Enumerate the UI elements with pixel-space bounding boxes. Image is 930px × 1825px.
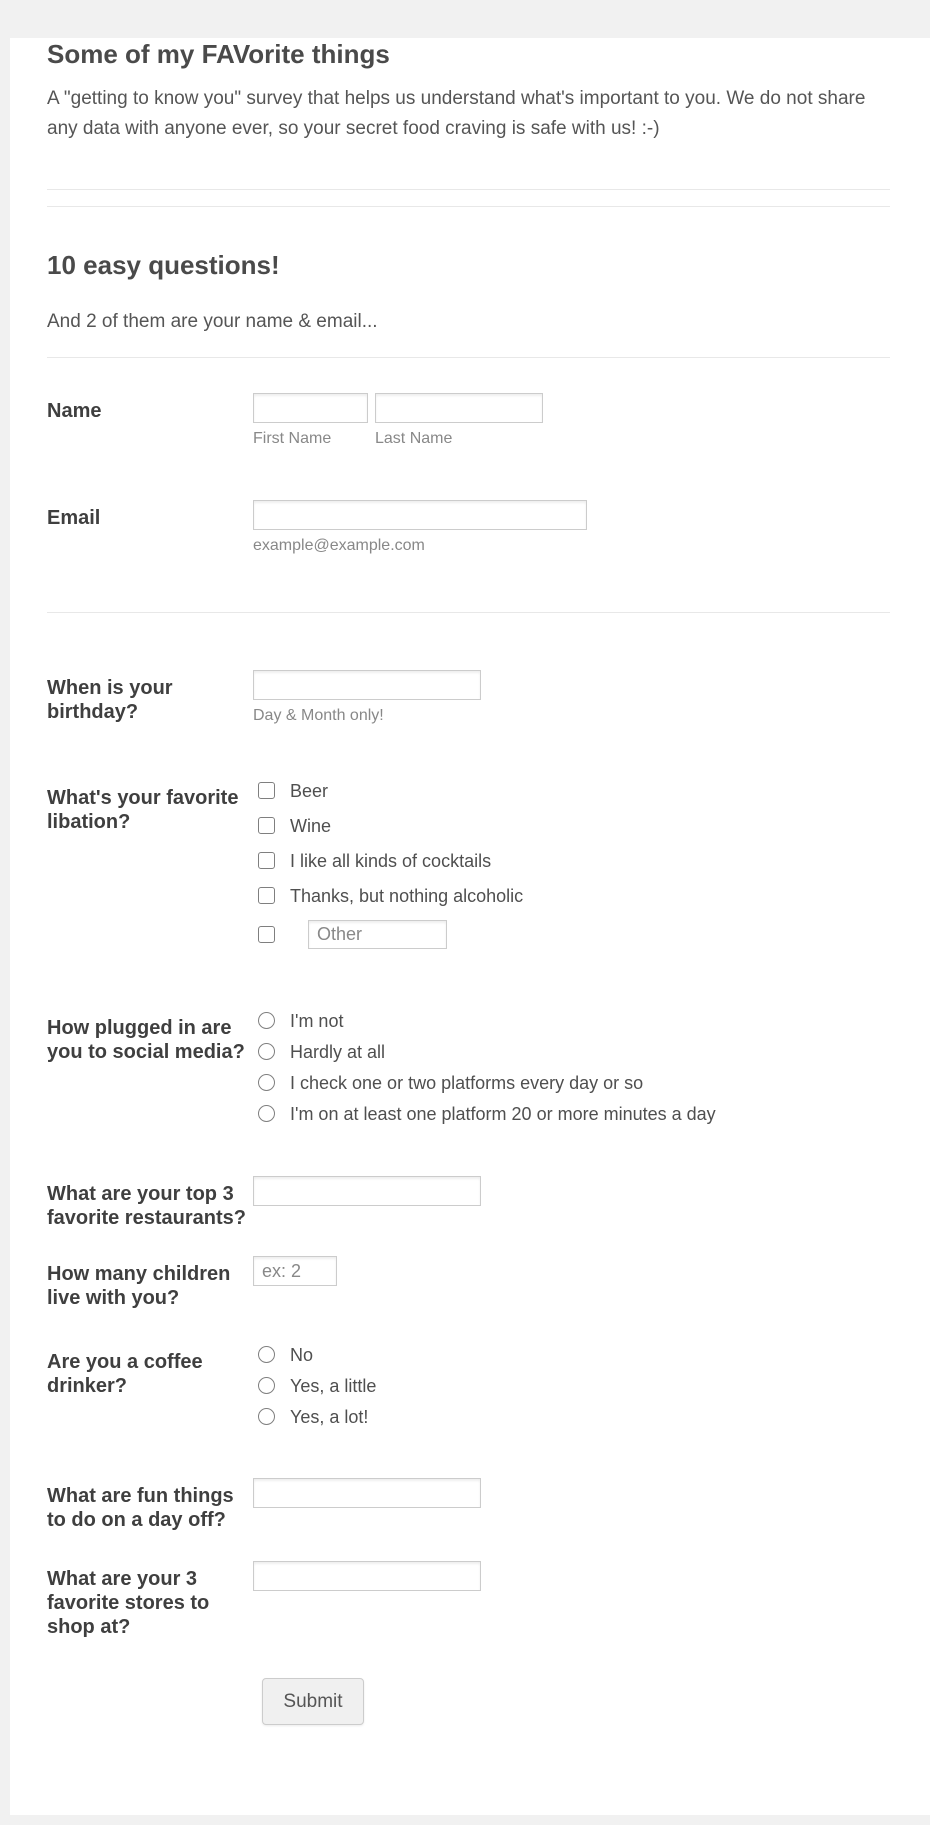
social-option-hardly[interactable] xyxy=(253,1041,890,1063)
option-label: Thanks, but nothing alcoholic xyxy=(290,886,524,906)
question-restaurants xyxy=(47,1176,890,1230)
question-libation xyxy=(47,780,890,949)
section-heading: 10 easy questions! xyxy=(47,250,280,280)
first-name-sublabel: First Name xyxy=(253,430,332,447)
submit-row xyxy=(47,1678,890,1725)
divider xyxy=(47,189,890,190)
question-stores xyxy=(47,1561,890,1639)
checkbox-icon[interactable] xyxy=(258,926,275,943)
email-input[interactable] xyxy=(253,500,587,530)
option-label: Wine xyxy=(290,816,332,836)
question-email xyxy=(47,500,890,555)
radio-icon[interactable] xyxy=(258,1377,275,1394)
social-option-20-minutes[interactable] xyxy=(253,1103,890,1125)
radio-icon[interactable] xyxy=(258,1074,275,1091)
question-coffee xyxy=(47,1344,890,1428)
restaurants-label: What are your top 3 favorite restaurants? xyxy=(47,1183,246,1229)
option-label: I like all kinds of cocktails xyxy=(290,851,492,871)
radio-icon[interactable] xyxy=(258,1043,275,1060)
radio-icon[interactable] xyxy=(258,1408,275,1425)
question-name xyxy=(47,393,890,448)
children-input[interactable] xyxy=(253,1256,337,1286)
libation-option-nothing-alcoholic[interactable] xyxy=(253,885,890,907)
option-label: Yes, a lot! xyxy=(290,1407,369,1427)
email-label: Email xyxy=(47,507,101,529)
form-subtitle: A "getting to know you" survey that helps us understand what's important to you. We do not share any data with anyone ever, so your secret food craving is safe with us! :-) xyxy=(47,88,866,139)
birthday-label: When is your birthday? xyxy=(47,677,173,723)
radio-icon[interactable] xyxy=(258,1105,275,1122)
question-birthday xyxy=(47,670,890,725)
social-media-label: How plugged in are you to social media? xyxy=(47,1017,245,1063)
submit-button[interactable]: Submit xyxy=(262,1678,364,1725)
checkbox-icon[interactable] xyxy=(258,782,275,799)
option-label: Hardly at all xyxy=(290,1042,386,1062)
libation-option-other[interactable] xyxy=(253,920,890,949)
divider xyxy=(47,612,890,613)
children-label: How many children live with you? xyxy=(47,1263,231,1309)
libation-label: What's your favorite libation? xyxy=(47,787,239,833)
first-name-input[interactable] xyxy=(253,393,368,423)
last-name-sublabel: Last Name xyxy=(375,430,453,447)
radio-icon[interactable] xyxy=(258,1012,275,1029)
last-name-input[interactable] xyxy=(375,393,543,423)
checkbox-icon[interactable] xyxy=(258,852,275,869)
libation-other-input[interactable] xyxy=(308,920,447,949)
name-label: Name xyxy=(47,400,102,422)
social-option-one-or-two[interactable] xyxy=(253,1072,890,1094)
fun-things-label: What are fun things to do on a day off? xyxy=(47,1485,234,1531)
fun-things-input[interactable] xyxy=(253,1478,481,1508)
form-title: Some of my FAVorite things xyxy=(47,39,390,69)
libation-option-cocktails[interactable] xyxy=(253,850,890,872)
radio-icon[interactable] xyxy=(258,1346,275,1363)
option-label: Beer xyxy=(290,781,329,801)
social-option-im-not[interactable] xyxy=(253,1010,890,1032)
option-label: I'm on at least one platform 20 or more minutes a day xyxy=(290,1104,716,1124)
email-sublabel: example@example.com xyxy=(253,537,425,554)
checkbox-icon[interactable] xyxy=(258,887,275,904)
restaurants-input[interactable] xyxy=(253,1176,481,1206)
divider xyxy=(47,206,890,207)
option-label: Yes, a little xyxy=(290,1376,377,1396)
question-children xyxy=(47,1256,890,1310)
option-label: No xyxy=(290,1345,314,1365)
libation-option-beer[interactable] xyxy=(253,780,890,802)
libation-option-wine[interactable] xyxy=(253,815,890,837)
birthday-sublabel: Day & Month only! xyxy=(253,707,384,724)
stores-input[interactable] xyxy=(253,1561,481,1591)
coffee-option-yes-little[interactable] xyxy=(253,1375,890,1397)
divider xyxy=(47,357,890,358)
option-label: I'm not xyxy=(290,1011,344,1031)
coffee-option-yes-lot[interactable] xyxy=(253,1406,890,1428)
coffee-option-no[interactable] xyxy=(253,1344,890,1366)
coffee-label: Are you a coffee drinker? xyxy=(47,1351,203,1397)
option-label: I check one or two platforms every day or so xyxy=(290,1073,644,1093)
question-fun-things xyxy=(47,1478,890,1532)
checkbox-icon[interactable] xyxy=(258,817,275,834)
form-card xyxy=(10,38,930,1815)
section-subheading: And 2 of them are your name & email... xyxy=(47,311,378,332)
question-social-media xyxy=(47,1010,890,1125)
birthday-input[interactable] xyxy=(253,670,481,700)
stores-label: What are your 3 favorite stores to shop at? xyxy=(47,1568,210,1638)
